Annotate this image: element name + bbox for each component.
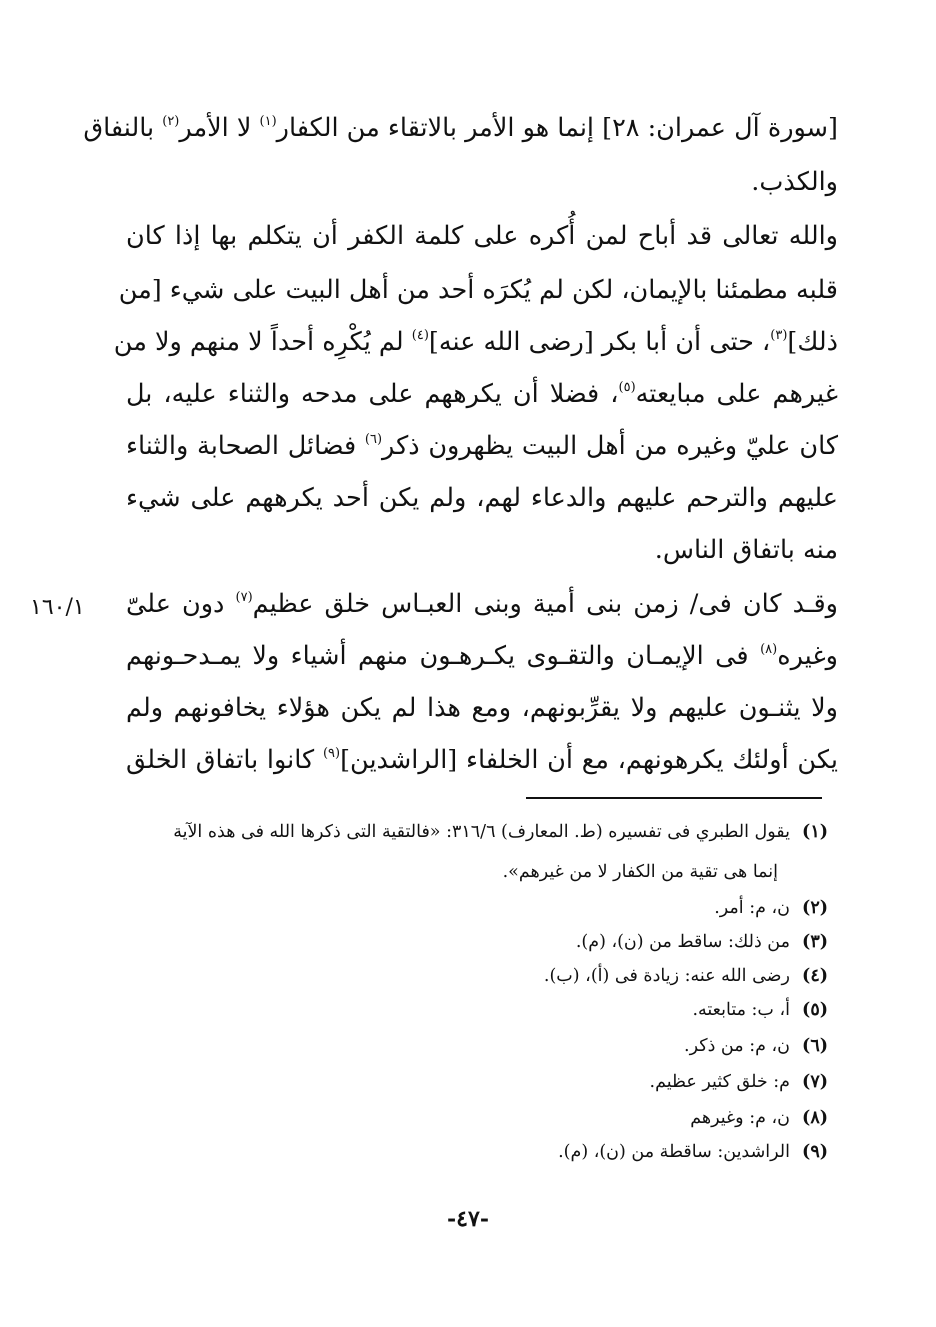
footnote-ref[interactable]: (٨)	[760, 642, 778, 657]
footnote-text: م: خلق كثير عظيم.	[649, 1072, 790, 1092]
footnote-text: من ذلك: ساقط من (ن)، (م).	[575, 932, 790, 952]
body-line-8: عليهم والترحم عليهم والدعاء لهم، ولم يكن أحد يكرههم على شيء	[126, 483, 838, 513]
footnote-ref[interactable]: (٤)	[411, 328, 429, 343]
footnote-4	[116, 961, 828, 991]
footnote-separator	[526, 797, 822, 799]
body-line-11: وغيره$^{(٨)}$ فى الإيمـان والتقـوى يكـرهـون منهم أشياء ولا يمـدحـونهم	[126, 641, 838, 671]
body-line-7: كان عليّ وغيره من أهل البيت يظهرون ذكر$^{(٦)}$ فضائل الصحابة والثناء	[126, 431, 838, 461]
footnote-number: (٩)	[802, 1142, 828, 1162]
footnote-text: الراشدين: ساقطة من (ن)، (م).	[558, 1142, 790, 1162]
body-line-6: غيرهم على مبايعته$^{(٥)}$، فضلا أن يكرههم على مدحه والثناء عليه، بل	[126, 379, 838, 409]
footnote-ref[interactable]: (٥)	[618, 380, 636, 395]
footnote-text: ن، م: وغيرهم	[690, 1108, 790, 1128]
footnote-ref[interactable]: (١)	[259, 114, 277, 129]
footnote-number: (٧)	[802, 1072, 828, 1092]
footnote-9	[116, 1137, 828, 1167]
footnote-ref[interactable]: (٢)	[162, 114, 180, 129]
body-line-3: والله تعالى قد أباح لمن أُكره على كلمة الكفر أن يتكلم بها إذا كان	[126, 221, 838, 251]
footnote-1	[116, 817, 828, 847]
footnote-number: (٣)	[802, 932, 828, 952]
body-line-10: وقـد كان فى/ زمن بنى أمية وبنى العبـاس خلق عظيم$^{(٧)}$ دون علىّ	[126, 589, 838, 619]
body-line-12: ولا يثنـون عليهم ولا يقرِّبونهم، ومع هذا لم يكن هؤلاء يخافونهم ولم	[126, 693, 838, 723]
footnote-ref[interactable]: (٣)	[770, 328, 788, 343]
footnote-number: (٨)	[802, 1108, 828, 1128]
footnote-text: ن، م: من ذكر.	[684, 1036, 790, 1056]
footnote-text: أ، ب: متابعته.	[692, 1000, 790, 1020]
footnote-number: (٦)	[802, 1036, 828, 1056]
footnote-ref[interactable]: (٩)	[322, 746, 341, 761]
page-number: -٤٧-	[447, 1206, 489, 1232]
footnote-text: رضى الله عنه: زيادة فى (أ)، (ب).	[543, 966, 790, 986]
margin-folio-note: ١٦٠/١	[30, 595, 85, 620]
footnote-text: يقول الطبري فى تفسيره (ط. المعارف) ٣١٦/٦: «فالتقية التى ذكرها الله فى هذه الآية	[173, 822, 790, 842]
footnote-ref[interactable]: (٧)	[235, 590, 253, 605]
footnote-number: (١)	[802, 822, 828, 842]
footnote-8	[116, 1103, 828, 1133]
footnote-1-continued: إنما هى تقية من الكفار لا من غيرهم».	[502, 862, 778, 882]
footnote-number: (٥)	[802, 1000, 828, 1020]
footnote-7	[116, 1067, 828, 1097]
footnote-5	[116, 995, 828, 1025]
footnote-number: (٤)	[802, 966, 828, 986]
footnote-ref[interactable]: (٦)	[364, 432, 383, 447]
body-line-13: يكن أولئك يكرهونهم، مع أن الخلفاء [الراشدين]$^{(٩)}$ كانوا باتفاق الخلق	[126, 745, 839, 775]
footnote-text: ن، م: أمر.	[714, 898, 790, 918]
body-line-9: منه باتفاق الناس.	[654, 535, 838, 565]
footnote-number: (٢)	[802, 898, 828, 918]
footnote-6	[116, 1031, 828, 1061]
footnote-3	[116, 927, 828, 957]
footnote-2	[116, 893, 828, 923]
body-line-4: قلبه مطمئنا بالإيمان، لكن لم يُكرَه أحد من أهل البيت على شيء [من	[118, 275, 838, 305]
body-line-2: والكذب.	[751, 167, 838, 197]
body-line-5: ذلك]$^{(٣)}$، حتى أن أبا بكر [رضى الله عنه]$^{(٤)}$ لم يُكْرِه أحداً لا منهم ولا من	[113, 327, 838, 357]
body-line-1: [سورة آل عمران: ٢٨] إنما هو الأمر بالاتقاء من الكفار$^{(١)}$ لا الأمر$^{(٢)}$ بالنفاق	[83, 113, 838, 143]
